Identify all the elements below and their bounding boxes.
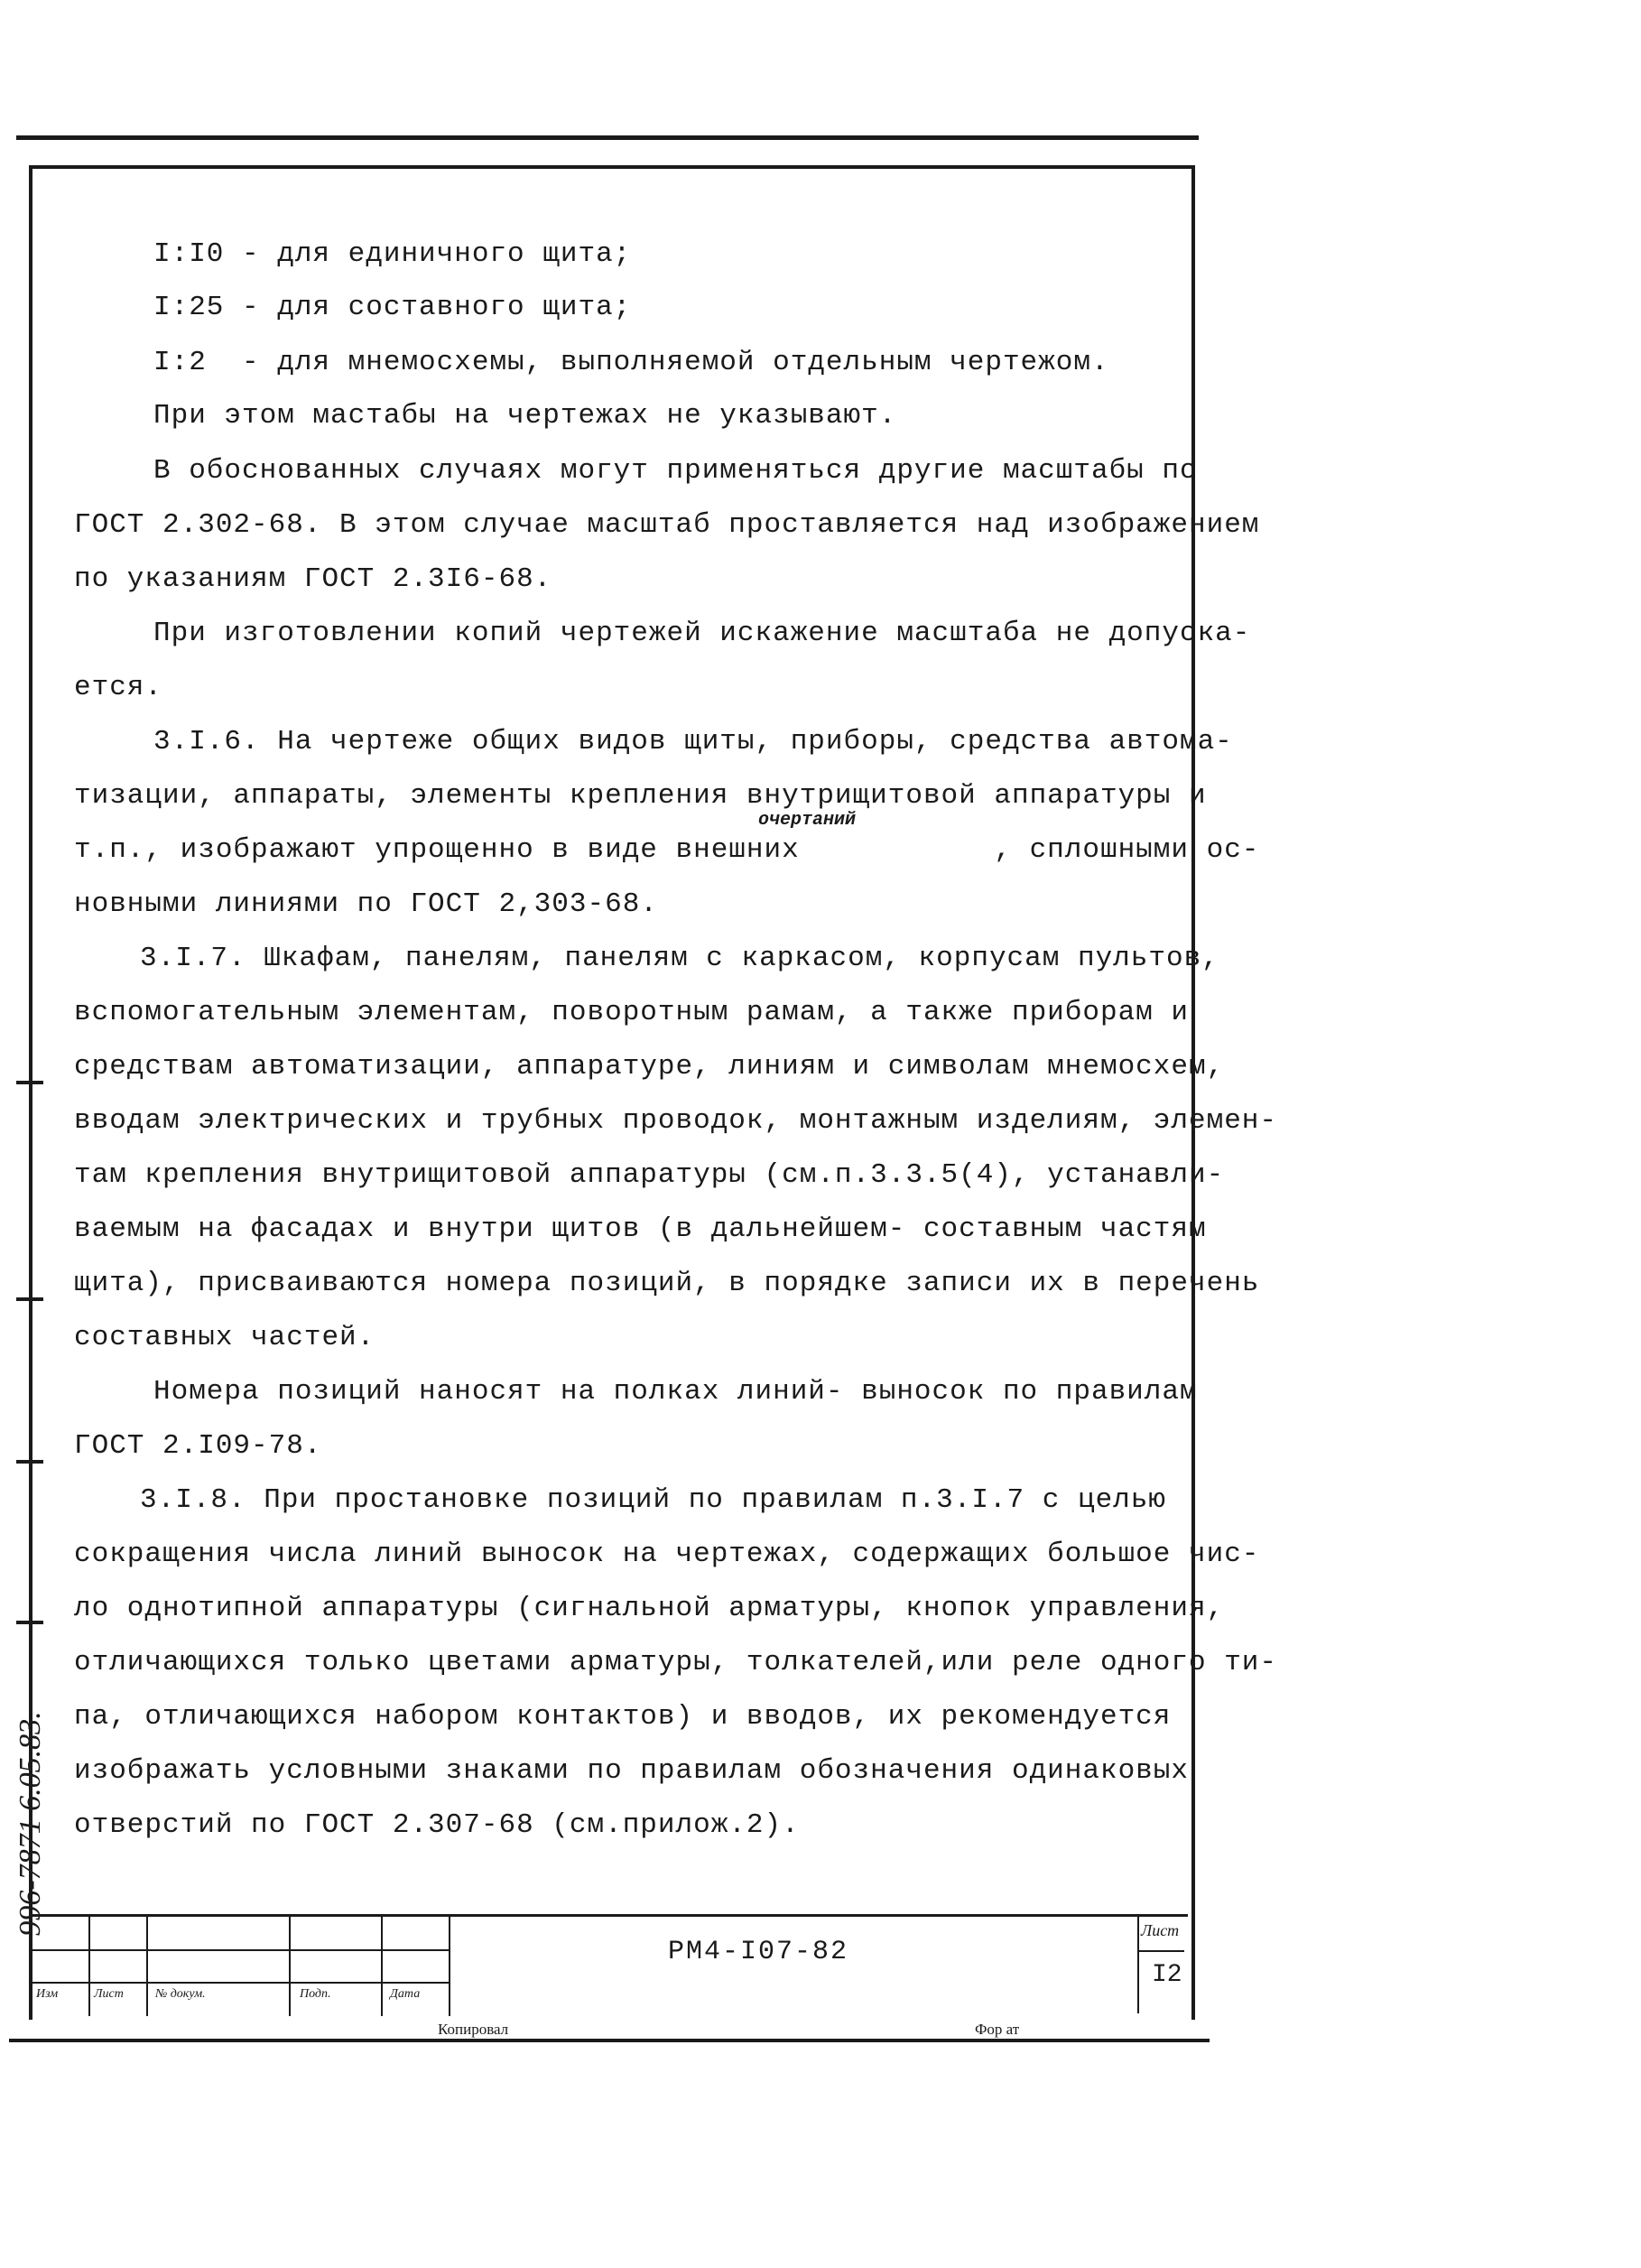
margin-tick bbox=[16, 1460, 43, 1464]
footer-copied: Копировал bbox=[438, 2021, 509, 2038]
text-line: сокращения числа линий выносок на чертежах, содержащих большое чис- bbox=[74, 1538, 1260, 1570]
margin-tick bbox=[16, 1297, 43, 1301]
label-sheet: Лист bbox=[94, 1987, 124, 2001]
text-line: изображать условными знаками по правилам обозначения одинаковых bbox=[74, 1755, 1189, 1787]
top-rule bbox=[16, 135, 1199, 140]
footer-format: Фор ат bbox=[975, 2021, 1020, 2038]
text-line: ГОСТ 2.I09-78. bbox=[74, 1430, 322, 1462]
title-block-row bbox=[29, 1949, 449, 1951]
text-line: I:25 - для составного щита; bbox=[153, 292, 632, 323]
text-line: ваемым на фасадах и внутри щитов (в дальнейшем- составным частям bbox=[74, 1213, 1207, 1245]
text-line: 3.I.7. Шкафам, панелям, панелям с каркасом, корпусам пультов, bbox=[140, 943, 1219, 974]
sheet-label: Лист bbox=[1141, 1921, 1180, 1939]
label-date: Дата bbox=[390, 1987, 421, 2001]
title-block-divider bbox=[381, 1917, 383, 2016]
text-line: там крепления внутрищитовой аппаратуры (см.п.3.3.5(4), устанавли- bbox=[74, 1159, 1225, 1191]
text-line: ется. bbox=[74, 672, 163, 703]
title-block-divider bbox=[146, 1917, 148, 2016]
text-line: щита), присваиваются номера позиций, в порядке записи их в перечень bbox=[74, 1268, 1260, 1299]
sheet-box-divider bbox=[1137, 1950, 1184, 1952]
title-block-divider bbox=[449, 1917, 450, 2016]
label-change: Изм bbox=[36, 1987, 59, 2001]
sheet-number: I2 bbox=[1152, 1961, 1182, 1989]
title-block bbox=[29, 1914, 1188, 2016]
text-line: по указаниям ГОСТ 2.3I6-68. bbox=[74, 563, 552, 595]
text-line: 3.I.6. На чертеже общих видов щиты, приборы, средства автома- bbox=[153, 726, 1233, 758]
text-line: 3.I.8. При простановке позиций по правилам п.3.I.7 с целью bbox=[140, 1484, 1166, 1516]
text-line: I:I0 - для единичного щита; bbox=[153, 238, 632, 270]
text-line: средствам автоматизации, аппаратуре, линиям и символам мнемосхем, bbox=[74, 1051, 1225, 1083]
handwritten-insert: очертаний bbox=[758, 810, 857, 831]
text-line: вспомогательным элементам, поворотным рамам, а также приборам и bbox=[74, 997, 1189, 1028]
text-line: тизации, аппараты, элементы крепления внутрищитовой аппаратуры и bbox=[74, 780, 1207, 812]
text-line: вводам электрических и трубных проводок, монтажным изделиям, элемен- bbox=[74, 1105, 1278, 1137]
text-line: Номера позиций наносят на полках линий- выносок по правилам bbox=[153, 1376, 1198, 1408]
text-line: При этом мастабы на чертежах не указывают. bbox=[153, 400, 897, 432]
margin-tick bbox=[16, 1081, 43, 1084]
text-line: новными линиями по ГОСТ 2,303-68. bbox=[74, 888, 658, 920]
text-line: па, отличающихся набором контактов) и вводов, их рекомендуется bbox=[74, 1701, 1172, 1733]
text-line: ло однотипной аппаратуры (сигнальной арматуры, кнопок управления, bbox=[74, 1593, 1225, 1624]
title-block-divider bbox=[289, 1917, 291, 2016]
margin-tick bbox=[16, 1621, 43, 1624]
text-line: В обоснованных случаях могут применяться другие масштабы по bbox=[153, 455, 1198, 487]
text-line: отверстий по ГОСТ 2.307-68 (см.прилож.2). bbox=[74, 1809, 800, 1841]
label-signature: Подп. bbox=[300, 1987, 331, 2001]
label-doc-number: № докум. bbox=[155, 1987, 206, 2001]
text-line: составных частей. bbox=[74, 1322, 375, 1353]
title-block-row bbox=[29, 1982, 449, 1984]
text-line: т.п., изображают упрощенно в виде внешних , сплошными ос- bbox=[74, 834, 1260, 866]
drawing-frame bbox=[29, 165, 1195, 2020]
bottom-rule bbox=[9, 2039, 1210, 2042]
document-number: РМ4-I07-82 bbox=[668, 1937, 849, 1967]
title-block-divider bbox=[88, 1917, 90, 2016]
inventory-stamp: 996-7871 6.05.83. bbox=[14, 1711, 47, 1937]
text-line: I:2 - для мнемосхемы, выполняемой отдельным чертежом. bbox=[153, 347, 1109, 378]
text-line: отличающихся только цветами арматуры, толкателей,или реле одного ти- bbox=[74, 1647, 1278, 1678]
text-line: ГОСТ 2.302-68. В этом случае масштаб проставляется над изображением bbox=[74, 509, 1260, 541]
text-line: При изготовлении копий чертежей искажение масштаба не допуска- bbox=[153, 618, 1251, 649]
